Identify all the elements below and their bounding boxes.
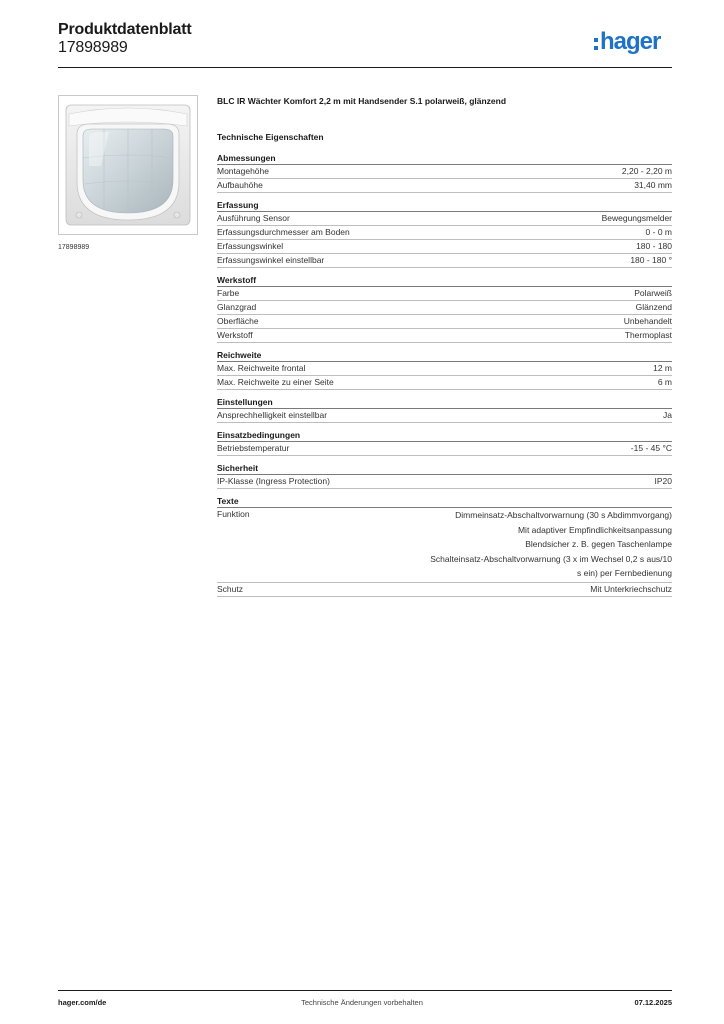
- section-heading: Technische Eigenschaften: [217, 132, 324, 142]
- property-label: Funktion: [217, 509, 250, 519]
- hager-logo: [594, 27, 660, 57]
- property-row: [217, 240, 672, 254]
- property-value: Polarweiß: [634, 288, 672, 298]
- property-value: 180 - 180 °: [630, 255, 672, 265]
- property-label: Werkstoff: [217, 330, 253, 340]
- property-value: Bewegungsmelder: [601, 213, 672, 223]
- property-row: [217, 179, 672, 193]
- funktion-line: Mit adaptiver Empfindlichkeitsanpassung: [517, 524, 672, 535]
- group-title: Erfassung: [217, 199, 672, 212]
- group-title: Texte: [217, 495, 672, 508]
- article-number: 17898989: [58, 39, 128, 56]
- property-row-funktion: [217, 508, 672, 583]
- property-group: [217, 199, 672, 268]
- property-value: Thermoplast: [624, 330, 672, 340]
- footer-website-link[interactable]: hager.com/de: [58, 998, 107, 1007]
- property-row: [217, 254, 672, 268]
- property-value: Unbehandelt: [623, 316, 672, 326]
- logo-dots-icon: [594, 38, 598, 50]
- property-value: Mit Unterkriechschutz: [590, 583, 672, 594]
- property-row: [217, 212, 672, 226]
- page-title: Produktdatenblatt: [58, 21, 192, 38]
- funktion-line: Schalteinsatz-Abschaltvorwarnung (3 x im Wechsel 0,2 s aus/10: [430, 553, 672, 564]
- property-group: [217, 462, 672, 489]
- group-title: Einsatzbedingungen: [217, 429, 672, 442]
- header-divider: [58, 67, 672, 68]
- property-label: Erfassungswinkel: [217, 241, 284, 251]
- property-label: Betriebstemperatur: [217, 443, 290, 453]
- property-label: Montagehöhe: [217, 166, 269, 176]
- property-label: Max. Reichweite zu einer Seite: [217, 377, 334, 387]
- group-title: Sicherheit: [217, 462, 672, 475]
- property-row: [217, 409, 672, 423]
- property-value: [392, 508, 672, 582]
- property-row: [217, 442, 672, 456]
- property-value: 2,20 - 2,20 m: [621, 166, 672, 176]
- footer-disclaimer: Technische Änderungen vorbehalten: [301, 998, 423, 1007]
- property-label: Erfassungswinkel einstellbar: [217, 255, 325, 265]
- property-value: -15 - 45 °C: [630, 443, 672, 453]
- property-label: Farbe: [217, 288, 240, 298]
- property-group: [217, 274, 672, 343]
- logo-text: hager: [600, 28, 661, 55]
- property-label: Glanzgrad: [217, 302, 257, 312]
- property-value: 12 m: [653, 363, 672, 373]
- property-value: IP20: [654, 476, 672, 486]
- group-title: Abmessungen: [217, 152, 672, 165]
- product-image: [58, 95, 198, 235]
- property-value: Ja: [663, 410, 672, 420]
- funktion-line: s ein) per Fernbedienung: [577, 568, 672, 578]
- property-row: [217, 165, 672, 179]
- property-row: [217, 301, 672, 315]
- group-title: Werkstoff: [217, 274, 672, 287]
- property-row: [217, 376, 672, 390]
- property-group: [217, 152, 672, 193]
- funktion-line: Blendsicher z. B. gegen Taschenlampe: [525, 539, 672, 549]
- footer-divider: [58, 990, 672, 991]
- property-row: [217, 362, 672, 376]
- property-value: 180 - 180: [636, 241, 672, 251]
- property-row: [217, 475, 672, 489]
- property-label: Ansprechhelligkeit einstellbar: [217, 410, 328, 420]
- group-title: Reichweite: [217, 349, 672, 362]
- property-value: 31,40 mm: [634, 180, 672, 190]
- property-value: 6 m: [657, 377, 672, 387]
- property-label: Oberfläche: [217, 316, 259, 326]
- property-row: [217, 329, 672, 343]
- property-group: [217, 349, 672, 390]
- property-group-texte: [217, 495, 672, 597]
- property-row: [217, 226, 672, 240]
- property-label: Erfassungsdurchmesser am Boden: [217, 227, 350, 237]
- property-value: Glänzend: [635, 302, 672, 312]
- property-label: Ausführung Sensor: [217, 213, 290, 223]
- image-caption: 17898989: [58, 244, 90, 251]
- funktion-line: Dimmeinsatz-Abschaltvorwarnung (30 s Abdimmvorgang): [455, 510, 672, 520]
- property-label: Aufbauhöhe: [217, 180, 263, 190]
- property-label: Schutz: [217, 583, 243, 594]
- property-group: [217, 429, 672, 456]
- property-row: [217, 287, 672, 301]
- property-row-schutz: [217, 583, 672, 597]
- product-name: BLC IR Wächter Komfort 2,2 m mit Handsender S.1 polarweiß, glänzend: [217, 96, 507, 106]
- property-row: [217, 315, 672, 329]
- property-label: Max. Reichweite frontal: [217, 363, 306, 373]
- footer-date: 07.12.2025: [634, 998, 672, 1007]
- group-title: Einstellungen: [217, 396, 672, 409]
- property-group: [217, 396, 672, 423]
- property-label: IP-Klasse (Ingress Protection): [217, 476, 330, 486]
- motion-sensor-icon: [59, 96, 197, 234]
- property-value: 0 - 0 m: [645, 227, 672, 237]
- datasheet-content: [217, 94, 672, 597]
- property-groups: [217, 152, 672, 489]
